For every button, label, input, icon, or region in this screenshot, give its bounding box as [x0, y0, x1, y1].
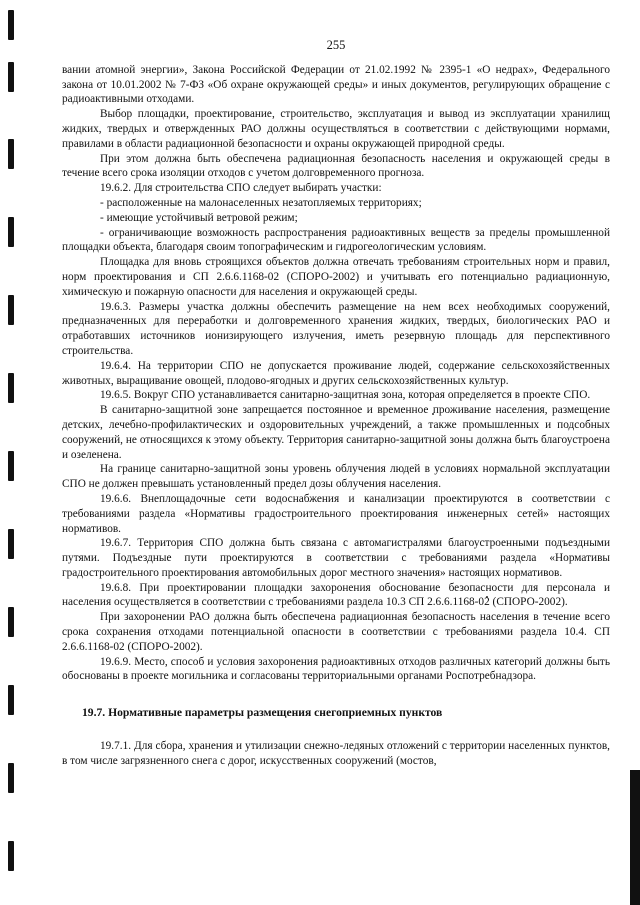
- paragraph: вании атомной энергии», Закона Российской Федерации от 21.02.1992 № 2395-1 «О недрах», Федерального закона от 10.01.2002 № 7-ФЗ «Об охране окружающей среды» и иных документов, регулирующих обращение с радиоактивными отходами.: [62, 63, 610, 106]
- paragraph: 19.6.8. При проектировании площадки захоронения обоснование безопасности для персонала и населения осуществляется в соответствии с требованиями раздела 10.3 СП 2.6.6.1168-02 (СПОРО-2002).: [62, 581, 610, 609]
- paragraph: В санитарно-защитной зоне запрещается постоянное и временное проживание населения, размещение детских, лечебно-профилактических и оздоровительных учреждений, а также промышленных и подсобных сооружений, не относящихся к этому объекту. Территория санитарно-защитной зоны должна быть благоустроена и озеленена.: [62, 404, 610, 461]
- paragraph: 19.6.9. Место, способ и условия захоронения радиоактивных отходов различных категорий должны быть обоснованы в проекте могильника и согласованы территориальными органами Роспотребнадзора.: [62, 655, 610, 683]
- list-item: - расположенные на малонаселенных незатопляемых территориях;: [100, 196, 422, 209]
- binding-hole: [8, 763, 14, 793]
- binding-hole: [8, 217, 14, 247]
- list-item: - имеющие устойчивый ветровой режим;: [100, 211, 298, 224]
- binding-hole: [8, 373, 14, 403]
- paragraph: При этом должна быть обеспечена радиационная безопасность населения и окружающей среды в течение всего срока изоляции отходов с учетом долговременного прогноза.: [62, 152, 610, 180]
- binding-holes: [0, 0, 20, 905]
- binding-hole: [8, 451, 14, 481]
- list-item: - ограничивающие возможность распространения радиоактивных веществ за пределы промышленной площадки объекта, благодаря своим топографическим и гидрогеологическим условиям.: [62, 226, 610, 254]
- paragraph: 19.6.5. Вокруг СПО устанавливается санитарно-защитная зона, которая определяется в проекте СПО.: [100, 389, 591, 402]
- section-heading: 19.7. Нормативные параметры размещения снегоприемных пунктов: [82, 706, 443, 720]
- binding-hole: [8, 607, 14, 637]
- binding-hole: [8, 529, 14, 559]
- binding-hole: [8, 841, 14, 871]
- paragraph: 19.6.4. На территории СПО не допускается проживание людей, содержание сельскохозяйственных животных, выращивание овощей, плодово-ягодных и других сельскохозяйственных культур.: [62, 359, 610, 387]
- binding-hole: [8, 295, 14, 325]
- paragraph: 19.7.1. Для сбора, хранения и утилизации снежно-ледяных отложений с территории населенных пунктов, в том числе загрязненного снега с дорог, искусственных сооружений (мостов,: [62, 740, 610, 767]
- paragraph: Выбор площадки, проектирование, строительство, эксплуатация и вывод из эксплуатации хранилищ жидких, твердых и отвержденных РАО должны осуществляться в соответствии с действующими нормами, правилами в области радиационной безопасности и охраны окружающей природной среды.: [62, 108, 610, 150]
- binding-hole: [8, 62, 14, 92]
- paragraph: 19.6.3. Размеры участка должны обеспечить размещение на нем всех необходимых сооружений, предназначенных для переработки и долговременного хранения жидких, твердых, биологических РАО и отработавших источников ионизирующего излучения, иметь резервную площадь для перспективного строительства.: [62, 300, 610, 357]
- document-page: [62, 38, 610, 769]
- binding-hole: [8, 685, 14, 715]
- paragraph: На границе санитарно-защитной зоны уровень облучения людей в условиях нормальной эксплуатации СПО не должен превышать установленный предел дозы облучения населения.: [62, 463, 610, 491]
- paragraph: 19.6.7. Территория СПО должна быть связана с автомагистралями благоустроенными подъездными путями. Подъездные пути проектируются в соответствии с требованиями раздела «Нормативы градостроительного проектирования автомобильных дорог местного значения» настоящих нормативов.: [62, 537, 610, 579]
- paragraph: При захоронении РАО должна быть обеспечена радиационная безопасность населения в течение всего срока сохранения отходами потенциальной опасности в соответствии с требованиями раздела 10.4. СП 2.6.6.1168-02 (СПОРО-2002).: [62, 611, 610, 653]
- binding-hole: [8, 139, 14, 169]
- paragraph: Площадка для вновь строящихся объектов должна отвечать требованиям строительных норм и правил, норм проектирования и СП 2.6.6.1168-02 (СПОРО-2002) и учитывать его потенциально радиационную, химическую и пожарную опасности для населения и окружающей среды.: [62, 256, 610, 298]
- binding-hole: [8, 10, 14, 40]
- paragraph: 19.6.6. Внеплощадочные сети водоснабжения и канализации проектируются в соответствии с требованиями раздела «Нормативы градостроительного проектирования инженерных сетей» настоящих нормативов.: [62, 492, 610, 535]
- page-edge-shadow: [630, 770, 640, 905]
- paragraph: 19.6.2. Для строительства СПО следует выбирать участки:: [100, 182, 382, 195]
- page-number: 255: [326, 38, 346, 52]
